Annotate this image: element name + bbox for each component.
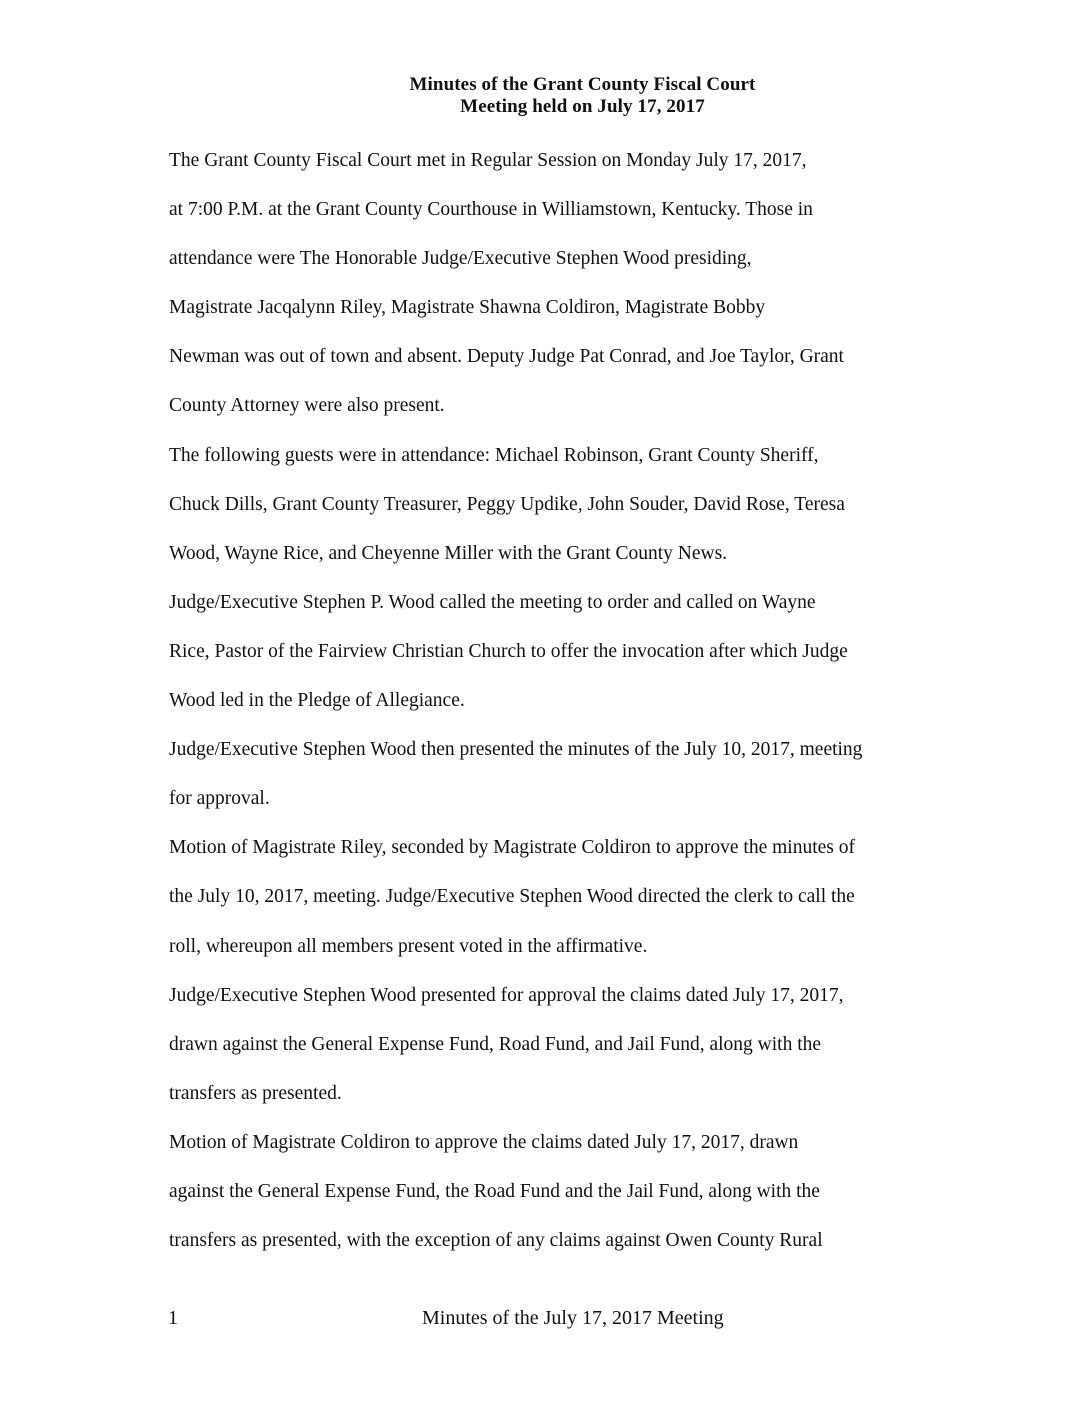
body-line: roll, whereupon all members present voted in the affirmative. xyxy=(169,935,648,957)
document-title xyxy=(0,74,1091,118)
body-line: the July 10, 2017, meeting. Judge/Executive Stephen Wood directed the clerk to call the xyxy=(169,886,855,908)
body-line: drawn against the General Expense Fund, Road Fund, and Jail Fund, along with the xyxy=(169,1033,822,1055)
body-line: for approval. xyxy=(169,788,270,810)
body-line: Magistrate Jacqalynn Riley, Magistrate Shawna Coldiron, Magistrate Bobby xyxy=(169,297,766,319)
minutes-body xyxy=(169,136,959,1265)
body-line: Judge/Executive Stephen Wood then presented the minutes of the July 10, 2017, meeting xyxy=(169,739,863,761)
body-line: Wood led in the Pledge of Allegiance. xyxy=(169,690,465,712)
body-line: Judge/Executive Stephen P. Wood called the meeting to order and called on Wayne xyxy=(169,591,816,613)
body-line: at 7:00 P.M. at the Grant County Courthouse in Williamstown, Kentucky. Those in xyxy=(169,199,813,221)
body-line: against the General Expense Fund, the Road Fund and the Jail Fund, along with the xyxy=(169,1180,820,1202)
body-line: Judge/Executive Stephen Wood presented for approval the claims dated July 17, 2017, xyxy=(169,984,844,1006)
body-line: County Attorney were also present. xyxy=(169,395,445,417)
body-line: transfers as presented. xyxy=(169,1082,342,1104)
body-line: Chuck Dills, Grant County Treasurer, Peggy Updike, John Souder, David Rose, Teresa xyxy=(169,493,845,515)
body-line: Motion of Magistrate Coldiron to approve the claims dated July 17, 2017, drawn xyxy=(169,1131,799,1153)
body-line: transfers as presented, with the exception of any claims against Owen County Rural xyxy=(169,1230,823,1252)
body-line: The Grant County Fiscal Court met in Regular Session on Monday July 17, 2017, xyxy=(169,150,807,171)
body-line: Motion of Magistrate Riley, seconded by Magistrate Coldiron to approve the minutes of xyxy=(169,837,855,859)
body-line: Newman was out of town and absent. Deputy Judge Pat Conrad, and Joe Taylor, Grant xyxy=(169,346,844,368)
page-number: 1 xyxy=(168,1307,178,1329)
title-line-2: Meeting held on July 17, 2017 xyxy=(460,96,705,117)
body-line: Wood, Wayne Rice, and Cheyenne Miller with the Grant County News. xyxy=(169,542,728,564)
body-line: The following guests were in attendance: Michael Robinson, Grant County Sheriff, xyxy=(169,444,819,466)
title-line-1: Minutes of the Grant County Fiscal Court xyxy=(409,74,756,95)
body-line: Rice, Pastor of the Fairview Christian Church to offer the invocation after which Judge xyxy=(169,640,848,662)
body-line: attendance were The Honorable Judge/Executive Stephen Wood presiding, xyxy=(169,248,752,270)
footer-title: Minutes of the July 17, 2017 Meeting xyxy=(422,1307,724,1329)
